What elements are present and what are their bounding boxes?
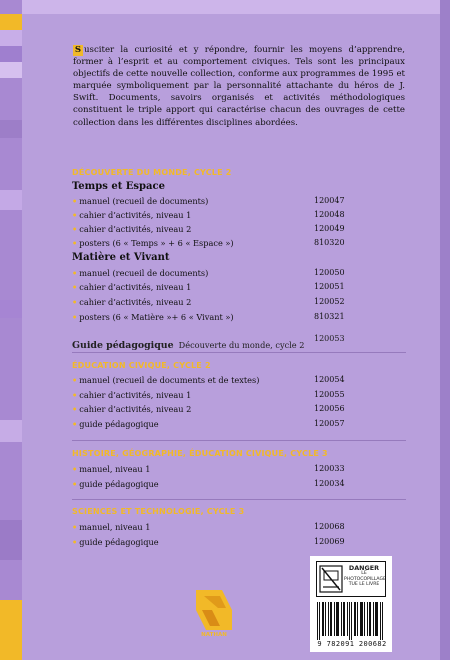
item-code: 810320 xyxy=(314,238,345,247)
logo-text: NATHAN xyxy=(201,632,227,638)
item-label: cahier d’activités, niveau 2 xyxy=(79,224,192,234)
item-label: cahier d’activités, niveau 2 xyxy=(79,404,192,414)
bullet-icon: • xyxy=(72,224,78,234)
item-code: 120048 xyxy=(314,210,345,219)
bullet-icon: • xyxy=(72,390,78,400)
list-item xyxy=(72,375,392,387)
item-code: 120049 xyxy=(314,224,345,233)
item-label: cahier d’activités, niveau 1 xyxy=(79,282,192,292)
item-code: 810321 xyxy=(314,312,345,321)
item-label: manuel (recueil de documents) xyxy=(79,268,209,278)
item-code: 120051 xyxy=(314,282,345,291)
list-item xyxy=(72,479,392,491)
dropcap: S xyxy=(74,45,82,55)
item-label: manuel, niveau 1 xyxy=(79,522,151,532)
list-item xyxy=(72,390,392,402)
item-label: guide pédagogique xyxy=(79,419,159,429)
item-code: 120054 xyxy=(314,375,345,384)
list-item xyxy=(72,210,392,222)
danger-line: LE xyxy=(361,571,367,576)
section-title-decouverte: DÉCOUVERTE DU MONDE, CYCLE 2 xyxy=(72,168,232,177)
bullet-icon: • xyxy=(72,297,78,307)
bullet-icon: • xyxy=(72,196,78,206)
isbn-digits: 9 782091 200682 xyxy=(317,640,387,648)
list-item xyxy=(72,224,392,236)
list-item xyxy=(72,464,392,476)
bullet-icon: • xyxy=(72,210,78,220)
list-item xyxy=(72,297,392,309)
item-code: 120053 xyxy=(314,334,345,343)
danger-title: DANGER xyxy=(348,564,380,572)
list-item xyxy=(72,537,392,549)
item-code: 120068 xyxy=(314,522,345,531)
danger-line: PHOTOCOPILLAGE xyxy=(344,576,386,582)
item-label: manuel, niveau 1 xyxy=(79,464,151,474)
bullet-icon: • xyxy=(72,312,78,322)
list-item xyxy=(72,312,392,324)
item-label: posters (6 « Temps » + 6 « Espace ») xyxy=(79,238,234,248)
bullet-icon: • xyxy=(72,479,78,489)
item-code: 120034 xyxy=(314,479,345,488)
danger-line: TUE LE LIVRE xyxy=(348,582,380,587)
subhead-matiere-vivant: Matière et Vivant xyxy=(72,252,170,263)
section-title-sciences: SCIENCES ET TECHNOLOGIE, CYCLE 3 xyxy=(72,507,245,516)
item-code: 120056 xyxy=(314,404,345,413)
right-edge xyxy=(440,0,450,660)
item-code: 120050 xyxy=(314,268,345,277)
bullet-icon: • xyxy=(72,375,78,385)
item-code: 120033 xyxy=(314,464,345,473)
item-code: 120069 xyxy=(314,537,345,546)
list-item xyxy=(72,196,392,208)
list-item xyxy=(72,238,392,250)
intro-text: usciter la curiosité et y répondre, fournir les moyens d’apprendre, former à l’esprit et au comportement civiques. Tels sont les principaux objectifs de cette nouvelle collection, conforme aux programmes de 1995 et marquée symboliquement par la personnalité attachante du héros de J. Swift. Documents, savoirs organisés et activités méthodologiques constituent le triple apport qui caractérise chacun des ouvrages de cette collection dans les différentes disciplines abordées. xyxy=(73,45,405,128)
guide-rest-label: Découverte du monde, cycle 2 xyxy=(178,340,305,350)
bullet-icon: • xyxy=(72,419,78,429)
item-label: cahier d’activités, niveau 1 xyxy=(79,210,192,220)
item-label: posters (6 « Matière »+ 6 « Vivant ») xyxy=(79,312,234,322)
list-item xyxy=(72,404,392,416)
item-code: 120057 xyxy=(314,419,345,428)
item-code: 120047 xyxy=(314,196,345,205)
bullet-icon: • xyxy=(72,238,78,248)
bullet-icon: • xyxy=(72,268,78,278)
item-code: 120052 xyxy=(314,297,345,306)
item-label: guide pédagogique xyxy=(79,537,159,547)
list-item xyxy=(72,419,392,431)
subhead-temps-espace: Temps et Espace xyxy=(72,181,165,192)
bullet-icon: • xyxy=(72,522,78,532)
left-color-bar xyxy=(0,0,22,660)
top-band xyxy=(0,0,450,14)
danger-subtext xyxy=(344,571,384,588)
nathan-logo xyxy=(196,590,232,638)
bullet-icon: • xyxy=(72,404,78,414)
item-label: cahier d’activités, niveau 1 xyxy=(79,390,192,400)
list-item xyxy=(72,522,392,534)
guide-line xyxy=(72,333,392,351)
barcode xyxy=(316,602,386,640)
section-title-histoire: HISTOIRE, GÉOGRAPHIE, ÉDUCATION CIVIQUE, CYCLE 3 xyxy=(72,449,328,458)
bullet-icon: • xyxy=(72,464,78,474)
guide-bold-label: Guide pédagogique xyxy=(72,340,174,351)
section-title-education-civique: ÉDUCATION CIVIQUE, CYCLE 2 xyxy=(72,361,211,370)
item-label: cahier d’activités, niveau 2 xyxy=(79,297,192,307)
list-item xyxy=(72,282,392,294)
item-label: manuel (recueil de documents et de textes) xyxy=(79,375,260,385)
intro-paragraph xyxy=(73,44,405,129)
item-label: manuel (recueil de documents) xyxy=(79,196,209,206)
photocopy-warning-icon xyxy=(319,565,343,593)
divider xyxy=(72,352,406,353)
list-item xyxy=(72,268,392,280)
bullet-icon: • xyxy=(72,282,78,292)
divider xyxy=(72,440,406,441)
item-label: guide pédagogique xyxy=(79,479,159,489)
divider xyxy=(72,499,406,500)
bullet-icon: • xyxy=(72,537,78,547)
item-code: 120055 xyxy=(314,390,345,399)
